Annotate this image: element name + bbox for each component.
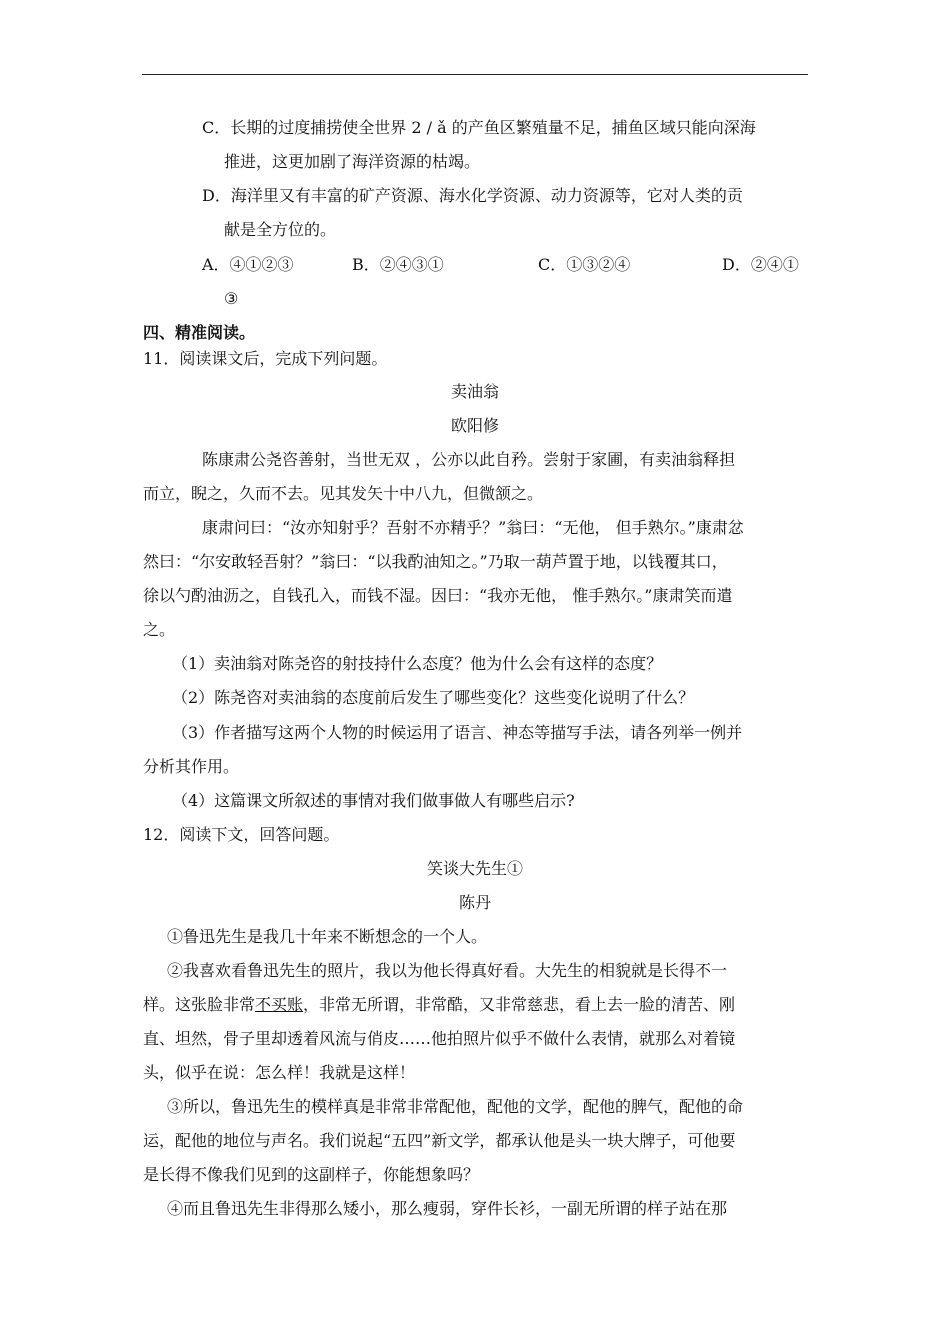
underlined-phrase: 不买账 [255, 995, 304, 1014]
passage2-p2-line2-a: 样。这张脸非常 [143, 995, 256, 1014]
question-11-3-line2: 分析其作用。 [143, 757, 240, 776]
passage2-p3-line3: 是长得不像我们见到的这副样子，你能想象吗？ [143, 1165, 480, 1184]
passage2-title: 笑谈大先生① [426, 859, 523, 878]
passage1-p2-line3: 徐以勺酌油沥之，自钱孔入，而钱不湿。因曰：“我亦无他， 惟手熟尔。”康肃笑而遣 [143, 586, 733, 605]
question-11-stem: 11．阅读课文后，完成下列问题。 [143, 349, 388, 368]
passage1-p2-line2: 然曰：“尔安敢轻吾射？”翁曰：“以我酌油知之。”乃取一葫芦置于地，以钱覆其口， [143, 552, 728, 571]
answer-choice-b[interactable]: B．②④③① [352, 255, 444, 274]
question-11-2: （2）陈尧咨对卖油翁的态度前后发生了哪些变化？这些变化说明了什么？ [172, 688, 695, 707]
passage2-p3-line2: 运，配他的地位与声名。我们说起“五四”新文学，都承认他是头一块大牌子，可他要 [143, 1131, 736, 1150]
passage1-p1-line1: 陈康肃公尧咨善射，当世无双 ，公亦以此自矜。尝射于家圃，有卖油翁释担 [202, 450, 736, 469]
passage2-p2-line4: 头，似乎在说：怎么样！我就是这样！ [143, 1063, 416, 1082]
option-c-line1: C．长期的过度捕捞使全世界 2 / ǎ 的产鱼区繁殖量不足，捕鱼区域只能向深海 [202, 118, 756, 137]
passage2-p1: ①鲁迅先生是我几十年来不断想念的一个人。 [167, 927, 488, 946]
question-11-1: （1）卖油翁对陈尧咨的射技持什么态度？他为什么会有这样的态度？ [172, 654, 663, 673]
passage2-p4-line1: ④而且鲁迅先生非得那么矮小，那么瘦弱，穿件长衫，一副无所谓的样子站在那 [167, 1199, 728, 1218]
option-d-line1: D．海洋里又有丰富的矿产资源、海水化学资源、动力资源等，它对人类的贡 [202, 186, 743, 205]
passage2-p2-line3: 直、坦然，骨子里却透着风流与俏皮……他拍照片似乎不做什么表情，就那么对着镜 [143, 1029, 736, 1048]
answer-choice-a[interactable]: A．④①②③ [202, 255, 294, 274]
passage2-p2-line2-b: ，非常无所谓，非常酷，又非常慈悲，看上去一脸的清苦、刚 [303, 995, 736, 1014]
option-d-line2: 献是全方位的。 [224, 220, 337, 239]
section-heading: 四、精准阅读。 [143, 323, 256, 342]
passage1-title: 卖油翁 [450, 382, 499, 401]
passage2-p2-line1: ②我喜欢看鲁迅先生的照片，我以为他长得真好看。大先生的相貌就是长得不一 [167, 961, 728, 980]
answer-choice-d[interactable]: D．②④① [722, 255, 799, 274]
passage2-author: 陈丹 [458, 893, 491, 912]
passage2-p2-line2 [143, 995, 735, 1015]
passage1-author: 欧阳修 [450, 416, 499, 435]
passage1-p2-line4: 之。 [143, 620, 176, 639]
answer-choice-c[interactable]: C．①③②④ [538, 255, 631, 274]
question-11-4: （4）这篇课文所叙述的事情对我们做事做人有哪些启示? [172, 791, 575, 810]
option-c-line2: 推进，这更加剧了海洋资源的枯竭。 [224, 152, 481, 171]
passage2-p3-line1: ③所以，鲁迅先生的模样真是非常非常配他，配他的文学，配他的脾气，配他的命 [167, 1097, 744, 1116]
header-rule [142, 74, 808, 75]
passage1-p1-line2: 而立，睨之，久而不去。见其发矢十中八九，但微颔之。 [143, 484, 544, 503]
passage1-p2-line1: 康肃问曰：“汝亦知射乎？吾射不亦精乎？”翁曰：“无他， 但手熟尔。”康肃忿 [202, 518, 744, 537]
question-12-stem: 12．阅读下文，回答问题。 [143, 825, 340, 844]
question-11-3-line1: （3）作者描写这两个人物的时候运用了语言、神态等描写手法，请各列举一例并 [172, 723, 743, 742]
answer-choice-d-wrap: ③ [224, 289, 239, 308]
